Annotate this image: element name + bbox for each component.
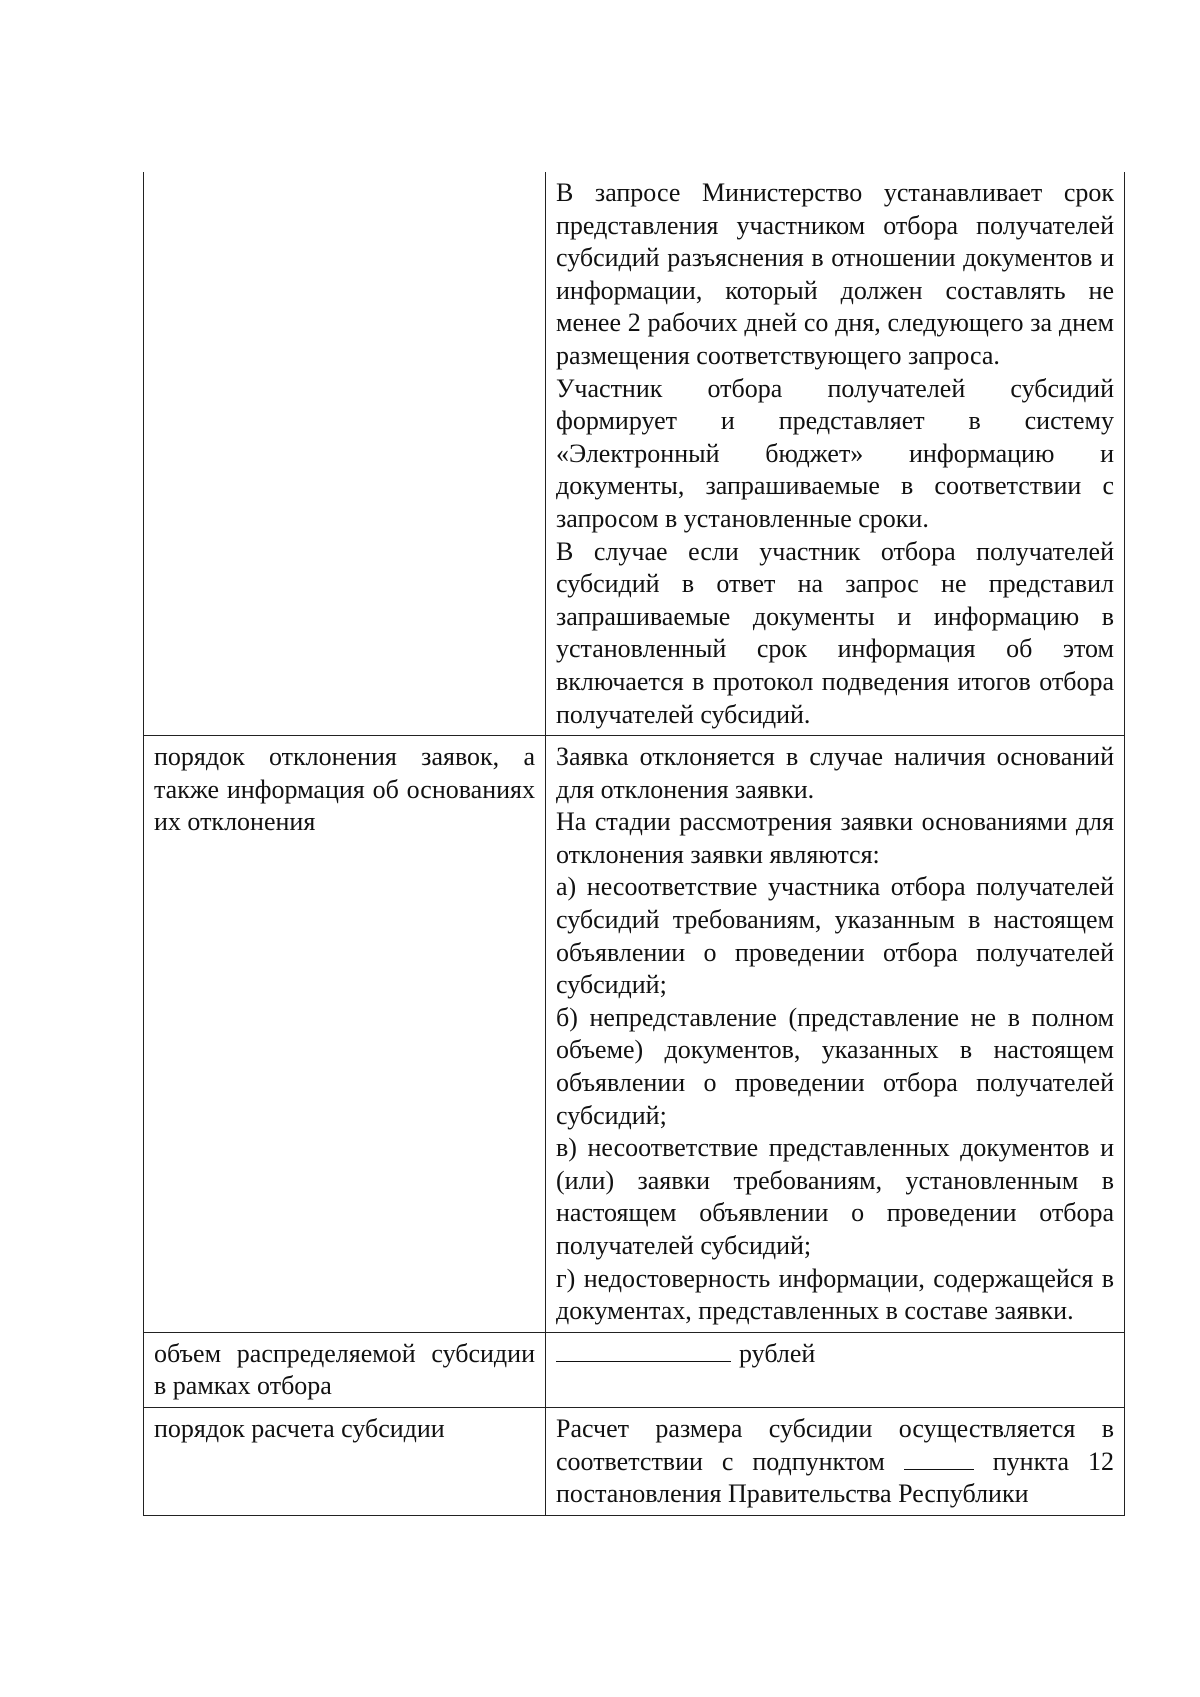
row-label-cell (144, 1407, 546, 1515)
row-label: порядок расчета субсидии (154, 1413, 445, 1443)
subpoint-blank (904, 1447, 974, 1470)
amount-blank (556, 1339, 731, 1362)
row-label-cell (144, 172, 546, 736)
paragraph: в) несоответствие представленных документов и (или) заявки требованиям, установленным в настоящем объявлении о проведении отбора получателей субсидий; (556, 1133, 1114, 1260)
table-row (144, 172, 1125, 736)
row-label: объем распределяемой субсидии в рамках отбора (154, 1338, 535, 1401)
document-table (143, 172, 1125, 1516)
row-content-cell (546, 736, 1125, 1333)
paragraph: б) непредставление (представление не в полном объеме) документов, указанных в настоящем объявлении о проведении отбора получателей субсидий; (556, 1002, 1114, 1130)
row-label: порядок отклонения заявок, а также информация об основаниях их отклонения (154, 742, 535, 837)
paragraph: Участник отбора получателей субсидий формирует и представляет в систему «Электронный бюджет» информацию и документы, запрашиваемые в соответствии с запросом в установленные сроки. (556, 373, 1114, 533)
row-content-cell (546, 172, 1125, 736)
row-label-cell (144, 1332, 546, 1407)
paragraph: г) недостоверность информации, содержащейся в документах, представленных в составе заявки. (556, 1263, 1114, 1326)
calc-text-before: Расчет размера субсидии осуществляется в соответствии с подпунктом (556, 1413, 1114, 1476)
table-row (144, 1407, 1125, 1515)
row-content-cell (546, 1332, 1125, 1407)
table-row (144, 736, 1125, 1333)
table-row (144, 1332, 1125, 1407)
amount-line (556, 1338, 1114, 1371)
paragraph: Заявка отклоняется в случае наличия оснований для отклонения заявки. (556, 742, 1114, 804)
row-label-cell (144, 736, 546, 1333)
paragraph: На стадии рассмотрения заявки основаниями для отклонения заявки являются: (556, 807, 1114, 869)
paragraph: а) несоответствие участника отбора получателей субсидий требованиям, указанным в настоящем объявлении о проведении отбора получателей субсидий; (556, 872, 1114, 1000)
paragraph: В случае если участник отбора получателей субсидий в ответ на запрос не представил запрашиваемые документы и информацию в установленный срок информация об этом включается в протокол подведения итогов отбора получателей субсидий. (556, 536, 1114, 729)
paragraph: В запросе Министерство устанавливает срок представления участником отбора получателей субсидий разъяснения в отношении документов и информации, который должен составлять не менее 2 рабочих дней со дня, следующего за днем размещения соответствующего запроса. (556, 178, 1114, 370)
calc-text-after: пункта 12 постановления Правительства Республики (556, 1446, 1115, 1509)
amount-suffix: рублей (739, 1338, 816, 1368)
paragraph (556, 1413, 1114, 1511)
row-content-cell (546, 1407, 1125, 1515)
